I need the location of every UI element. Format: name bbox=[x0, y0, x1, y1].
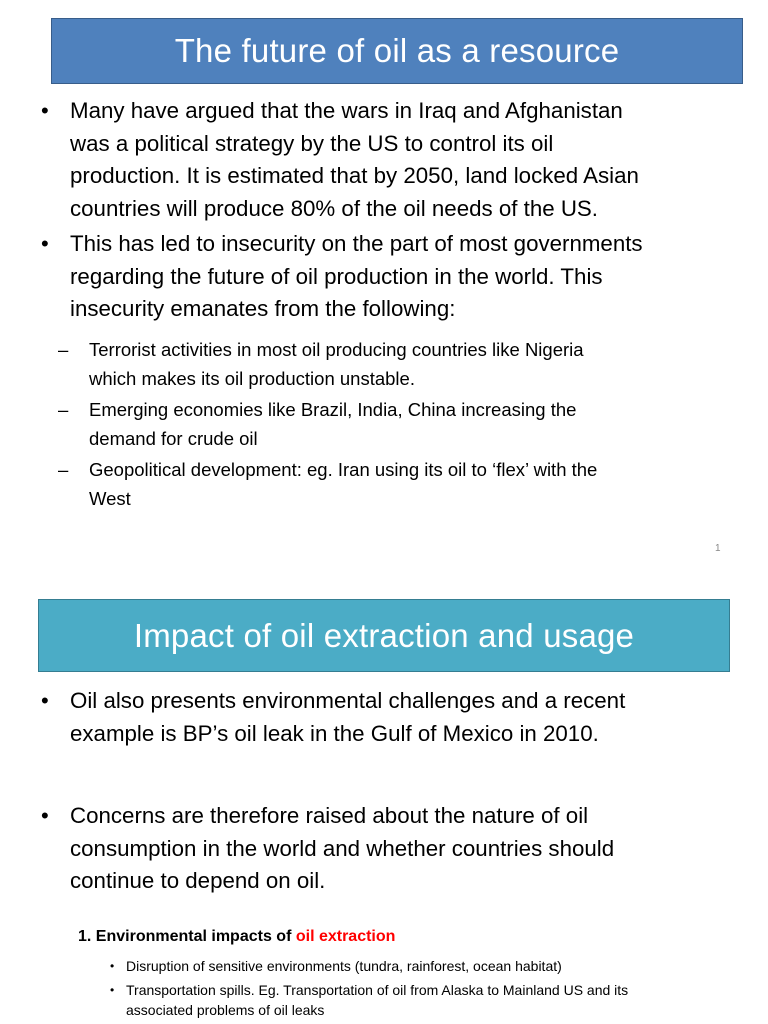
dash-icon: – bbox=[58, 399, 69, 420]
bullet-line: insecurity emanates from the following: bbox=[70, 296, 456, 321]
small-bullet-line: associated problems of oil leaks bbox=[126, 1002, 325, 1018]
bullet-line: Oil also presents environmental challenges and a recent bbox=[70, 688, 626, 713]
numbered-heading-number: 1. bbox=[78, 928, 92, 945]
bullet-icon: • bbox=[41, 688, 49, 713]
bullet-icon: • bbox=[110, 983, 115, 997]
sub-item bbox=[58, 396, 718, 453]
dash-icon: – bbox=[58, 459, 69, 480]
numbered-heading bbox=[78, 928, 395, 946]
numbered-heading-highlight: oil extraction bbox=[295, 928, 396, 945]
bullet-line: continue to depend on oil. bbox=[70, 868, 326, 893]
page-number: 1 bbox=[715, 543, 721, 554]
bullet-item bbox=[39, 228, 739, 326]
slide-2-small-bullet-list bbox=[104, 956, 744, 1024]
slide-2-title: Impact of oil extraction and usage bbox=[38, 599, 730, 672]
bullet-item bbox=[39, 800, 739, 898]
bullet-line: This has led to insecurity on the part of most governments bbox=[70, 231, 643, 256]
bullet-line: regarding the future of oil production in the world. This bbox=[70, 263, 603, 289]
sub-line: Terrorist activities in most oil producing countries like Nigeria bbox=[89, 339, 584, 360]
numbered-heading-text: Environmental impacts of bbox=[95, 928, 296, 945]
bullet-item bbox=[39, 95, 739, 225]
bullet-line: Concerns are therefore raised about the nature of oil bbox=[70, 803, 589, 828]
sub-line: Geopolitical development: eg. Iran using its oil to ‘flex’ with the bbox=[89, 459, 598, 480]
slide-2-bullet-2 bbox=[39, 800, 739, 898]
slide-1-title: The future of oil as a resource bbox=[51, 18, 743, 84]
bullet-icon: • bbox=[41, 803, 49, 828]
bullet-icon: • bbox=[41, 98, 49, 123]
dash-icon: – bbox=[58, 339, 69, 360]
sub-item bbox=[58, 456, 718, 513]
slide-2-bullet-1 bbox=[39, 685, 739, 750]
bullet-line: production. It is estimated that by 2050, land locked Asian bbox=[70, 163, 639, 188]
slide-1-bullet-list bbox=[39, 95, 739, 326]
bullet-line: consumption in the world and whether countries should bbox=[70, 835, 615, 861]
sub-line: which makes its oil production unstable. bbox=[89, 367, 415, 389]
bullet-icon: • bbox=[110, 959, 115, 973]
slide-1-sub-list bbox=[58, 336, 718, 513]
bullet-line: was a political strategy by the US to control its oil bbox=[70, 130, 554, 156]
small-bullet-line: Disruption of sensitive environments (tundra, rainforest, ocean habitat) bbox=[126, 958, 562, 974]
sub-line: demand for crude oil bbox=[89, 427, 258, 449]
sub-line: West bbox=[89, 487, 131, 509]
slide-2 bbox=[0, 575, 768, 1024]
bullet-line: Many have argued that the wars in Iraq and Afghanistan bbox=[70, 98, 623, 123]
small-bullet-item bbox=[104, 956, 744, 976]
small-bullet-line: Transportation spills. Eg. Transportation of oil from Alaska to Mainland US and its bbox=[126, 982, 629, 998]
sub-item bbox=[58, 336, 718, 393]
bullet-icon: • bbox=[41, 231, 49, 256]
bullet-line: example is BP’s oil leak in the Gulf of Mexico in 2010. bbox=[70, 720, 599, 746]
bullet-item bbox=[39, 685, 739, 750]
bullet-line: countries will produce 80% of the oil needs of the US. bbox=[70, 195, 598, 221]
small-bullet-item bbox=[104, 980, 744, 1020]
sub-line: Emerging economies like Brazil, India, China increasing the bbox=[89, 399, 577, 420]
